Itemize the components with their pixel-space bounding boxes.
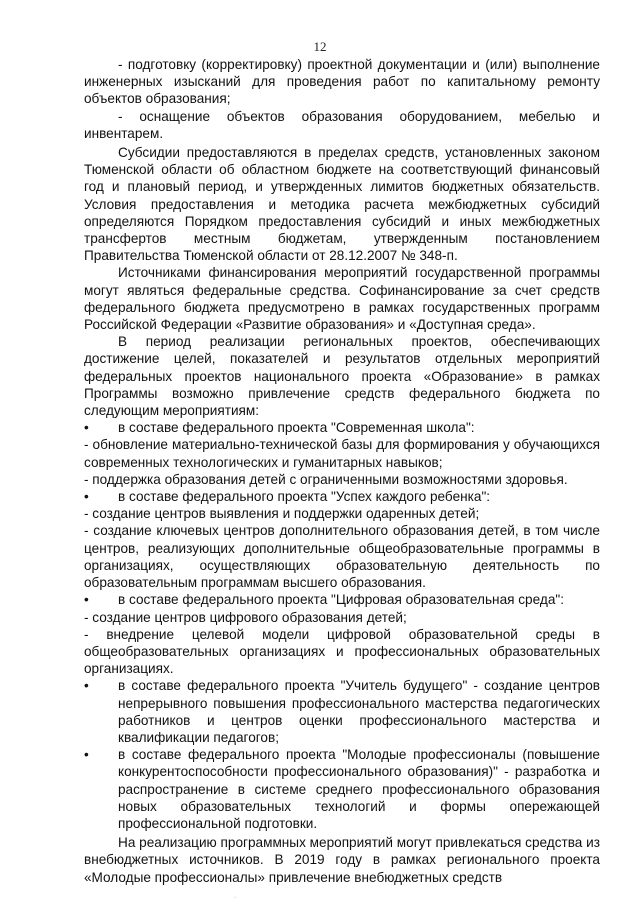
paragraph-design-documentation: - подготовку (корректировку) проектной документации и (или) выполнение инженерных изысканий для проведения работ по капитальному ремонту объектов образования;	[84, 57, 600, 107]
paragraph-regional-projects: В период реализации региональных проектов, обеспечивающих достижение целей, показателей и результатов отдельных мероприятий федеральных проектов национального проекта «Образование» в рамках Программы возможно привлечение средств федерального бюджета по следующим мероприятиям:	[84, 334, 600, 419]
paragraph-funding-sources: Источниками финансирования мероприятий государственной программы могут являться федеральные средства. Софинансирование за счет средств федерального бюджета предусмотрено в рамках государственных программ Российской Федерации «Развитие образования» и «Доступная среда».	[84, 265, 600, 333]
bullet-icon: •	[84, 678, 89, 694]
list-item-key-centers: - создание ключевых центров дополнительного образования детей, в том числе центров, реализующих дополнительные общеобразовательные программы в организациях, осуществляющих образовательную деятельность по образовательным программам высшего образования.	[84, 523, 600, 591]
paragraph-equipment: - оснащение объектов образования оборудованием, мебелью и инвентарем.	[84, 108, 600, 141]
list-item-gifted-children: - создание центров выявления и поддержки одаренных детей;	[84, 506, 480, 522]
paragraph-extrabudgetary: На реализацию программных мероприятий могут привлекаться средства из внебюджетных источников. В 2019 году в рамках регионального проекта «Молодые профессионалы» привлечение внебюджетных средств	[84, 835, 600, 885]
bullet-icon: •	[84, 489, 89, 505]
paragraph-subsidies: Субсидии предоставляются в пределах средств, установленных законом Тюменской области об областном бюджете на соответствующий финансовый год и плановый период, и утвержденных лимитов бюджетных обязательств. Условия предоставления и методика расчета межбюджетных субсидий определяются Порядком предоставления субсидий и иных межбюджетных трансфертов местным бюджетам, утвержденным постановлением Правительства Тюменской области от 28.12.2007 № 348-п.	[84, 145, 600, 264]
document-body	[84, 56, 600, 886]
bullet-item-young-professionals	[84, 746, 600, 832]
bullet-text: в составе федерального проекта "Молодые профессионалы (повышение конкурентоспособности профессионального образования)" - разработка и распространение в системе среднего профессионального образования новых образовательных технологий и формы опережающей профессиональной подготовки.	[118, 747, 600, 831]
bullet-text: в составе федерального проекта "Учитель будущего" - создание центров непрерывного повышения профессионального мастерства педагогических работников и центров оценки профессионального мастерства и квалификации педагогов;	[118, 678, 600, 745]
bullet-text: в составе федерального проекта "Современная школа":	[118, 420, 475, 436]
bullet-text: в составе федерального проекта "Успех каждого ребенка":	[118, 489, 491, 505]
page-number: 12	[313, 39, 327, 54]
list-item-digital-centers: - создание центров цифрового образования детей;	[84, 609, 407, 625]
bullet-item-future-teacher	[84, 677, 600, 746]
bullet-icon: •	[84, 747, 89, 763]
bullet-icon: •	[84, 592, 89, 608]
end-mark: ·	[234, 895, 236, 901]
bullet-icon: •	[84, 420, 89, 436]
bullet-item-every-child-success	[84, 488, 600, 505]
bullet-item-digital-environment	[84, 591, 600, 608]
bullet-text: в составе федерального проекта "Цифровая образовательная среда":	[118, 592, 564, 608]
bullet-item-modern-school	[84, 419, 600, 436]
list-item-disabled-children: - поддержка образования детей с ограниченными возможностями здоровья.	[84, 471, 568, 487]
list-item-digital-model: - внедрение целевой модели цифровой образовательной среды в общеобразовательных организациях и профессиональных образовательных организациях.	[84, 626, 600, 677]
list-item-material-base: - обновление материально-технической базы для формирования у обучающихся современных технологических и гуманитарных навыков;	[84, 437, 600, 470]
